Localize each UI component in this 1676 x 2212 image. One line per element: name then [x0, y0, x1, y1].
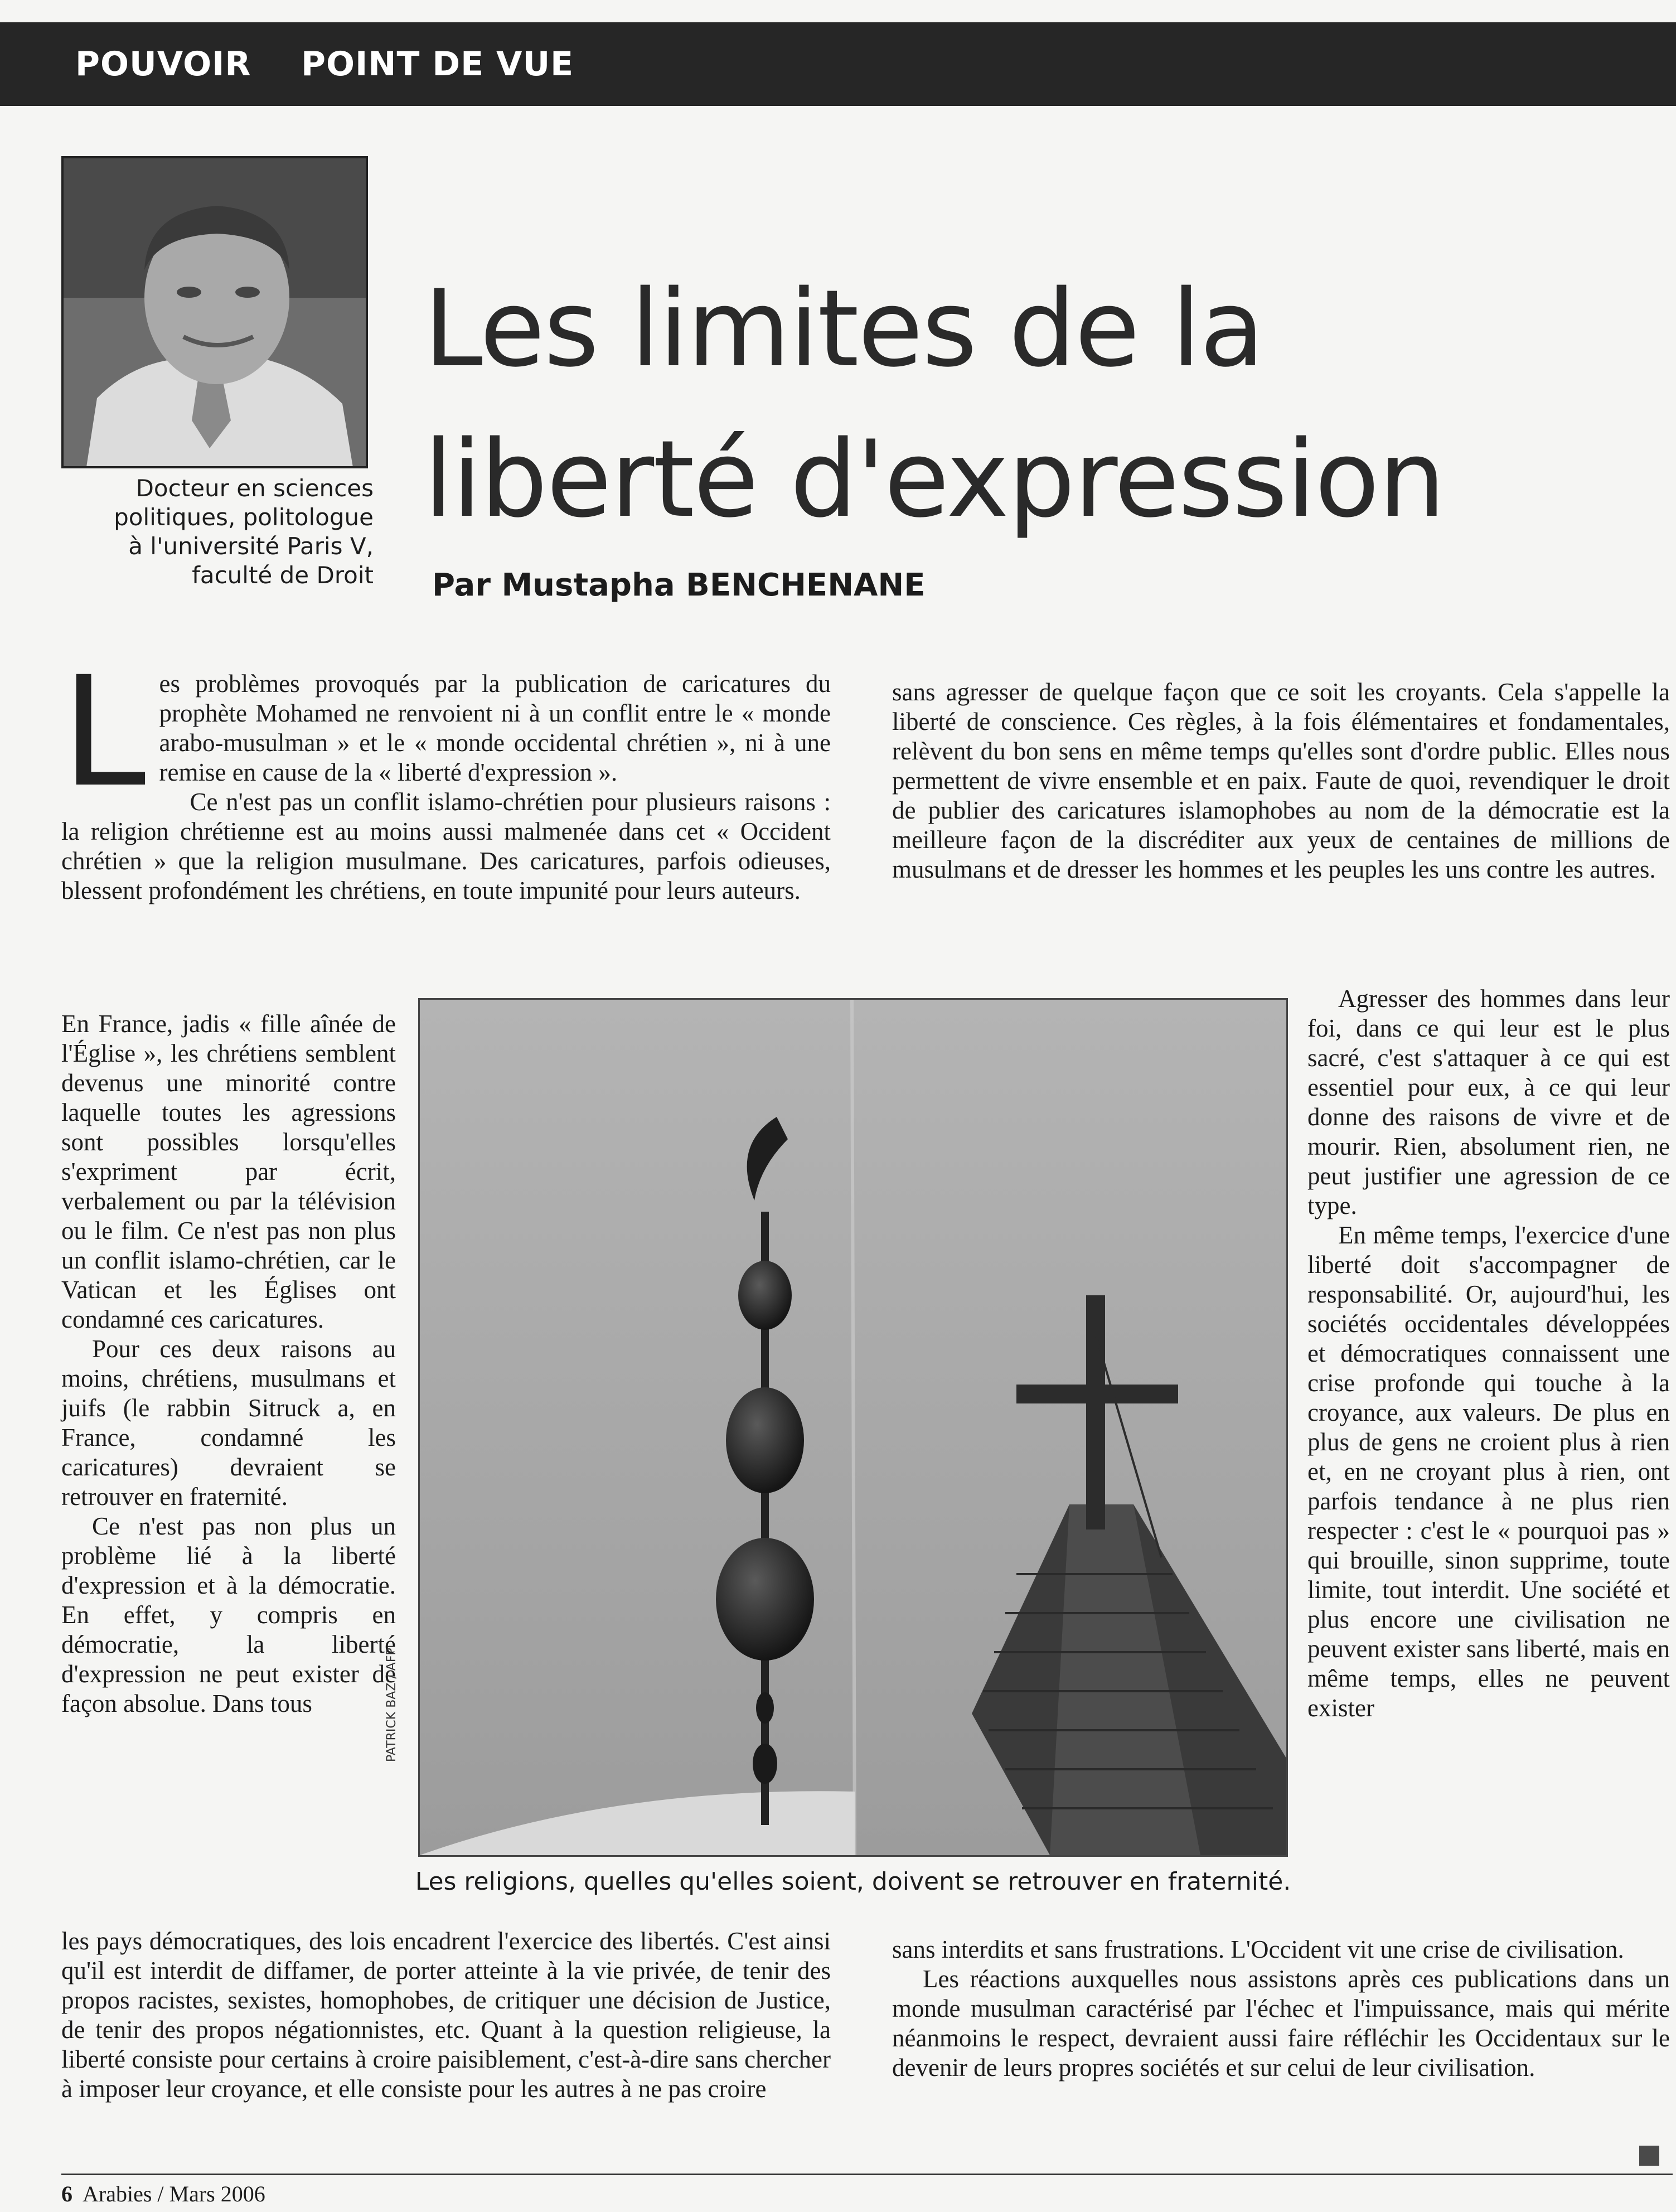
page-number: 6	[61, 2181, 72, 2206]
paragraph: sans interdits et sans frustrations. L'Occident vit une crise de civilisation.	[892, 1935, 1624, 1963]
column-1-narrow	[61, 1009, 396, 1719]
paragraph: En France, jadis « fille aînée de l'Église », les chrétiens semblent devenus une minorité contre laquelle toutes les agressions sont possibles lorsqu'elles s'expriment par écrit, verbalement ou par la télévision ou le film. Ce n'est pas non plus un conflit islamo-chrétien, car le Vatican et les Églises ont condamné ces caricatures.	[61, 1010, 396, 1333]
column-1-bottom	[61, 1927, 831, 2104]
paragraph: Pour ces deux raisons au moins, chrétiens, musulmans et juifs (le rabbin Sitruck a, en France, condamné les caricatures) devraient se retrouver en fraternité.	[61, 1335, 396, 1511]
paragraph: Agresser des hommes dans leur foi, dans ce qui leur est le plus sacré, c'est s'attaquer à ce qui est essentiel pour eux, à ce qui leur donne des raisons de vivre et de mourir. Rien, absolument rien, ne peut justifier une agression de ce type.	[1307, 985, 1670, 1219]
author-caption-line: à l'université Paris V,	[128, 533, 374, 560]
author-caption-line: politiques, politologue	[114, 504, 374, 531]
footer-rule	[61, 2174, 1673, 2175]
drop-cap: L	[61, 645, 146, 821]
article-title-line-2: liberté d'expression	[424, 418, 1445, 541]
section-header-band	[0, 22, 1676, 106]
paragraph: sans agresser de quelque façon que ce soit les croyants. Cela s'appelle la liberté de conscience. Ces règles, à la fois élémentaires et fondamentales, relèvent du bon sens en même temps qu'elles sont d'ordre public. Elles nous permettent de vivre ensemble et en paix. Faute de quoi, revendiquer le droit de publier des caricatures islamophobes au nom de la démocratie est la meilleure façon de la discréditer aux yeux de centaines de millions de musulmans et de dresser les hommes et les peuples les uns contre les autres.	[892, 678, 1670, 883]
page-footer	[61, 2180, 265, 2208]
publication-name: Arabies / Mars 2006	[83, 2181, 265, 2206]
section-label: POUVOIR	[75, 45, 251, 84]
paragraph: Les réactions auxquelles nous assistons après ces publications dans un monde musulman caractérisé par l'échec et l'impuissance, mais qui mérite néanmoins le respect, devraient aussi faire réfléchir les Occidentaux sur le devenir de leurs propres sociétés et sur celui de leur civilisation.	[892, 1965, 1670, 2082]
photo-caption: Les religions, quelles qu'elles soient, doivent se retrouver en fraternité.	[415, 1867, 1291, 1896]
end-of-article-mark	[1639, 2146, 1659, 2166]
paragraph: Ce n'est pas non plus un problème lié à la liberté d'expression et à la démocratie. En effet, y compris en démocratie, la liberté d'expression ne peut exister de façon absolue. Dans tous	[61, 1512, 396, 1717]
photo-credit: PATRICK BAZ / AFP	[385, 1648, 399, 1762]
paragraph: En même temps, l'exercice d'une liberté doit s'accompagner de responsabilité. Or, aujourd'hui, les sociétés occidentales développées et démocratiques connaissent une crise profonde qui touche à la croyance, aux valeurs. De plus en plus de gens ne croient plus à rien et, en ne croyant plus à rien, ont parfois tendance à ne plus rien respecter : c'est le « pourquoi pas » qui brouille, sinon supprime, toute limite, tout interdit. Une société et plus encore une civilisation ne peuvent exister sans liberté, mais en même temps, elles ne peuvent exister	[1307, 1221, 1670, 1722]
column-1-top	[61, 645, 831, 906]
author-caption-line: Docteur en sciences	[135, 475, 374, 502]
column-2-bottom	[892, 1935, 1670, 2083]
author-caption-line: faculté de Droit	[192, 562, 374, 589]
column-2-narrow	[1307, 984, 1670, 1723]
subsection-label: POINT DE VUE	[301, 45, 574, 84]
author-caption	[61, 474, 374, 590]
article-photo	[418, 998, 1288, 1857]
column-2-top	[892, 677, 1670, 884]
article-title-line-1: Les limites de la	[424, 267, 1264, 390]
paragraph: les pays démocratiques, des lois encadrent l'exercice des libertés. C'est ainsi qu'il est interdit de diffamer, de porter atteinte à la vie privée, de tenir des propos racistes, sexistes, homophobes, de critiquer une décision de Justice, de tenir des propos négationnistes, etc. Quant à la question religieuse, la liberté consiste pour certains à croire paisiblement, c'est-à-dire sans chercher à imposer leur croyance, et elle consiste pour les autres à ne pas croire	[61, 1927, 831, 2103]
paragraph: Ce n'est pas un conflit islamo-chrétien pour plusieurs raisons : la religion chrétienne est au moins aussi malmenée dans cet « Occident chrétien » que la religion musulmane. Des caricatures, parfois odieuses, blessent profondément les chrétiens, en toute impunité pour leurs auteurs.	[61, 788, 831, 904]
byline: Par Mustapha BENCHENANE	[432, 567, 926, 603]
paragraph: es problèmes provoqués par la publication de caricatures du prophète Mohamed ne renvoient ni à un conflit entre le « monde arabo-musulman » et le « monde occidental chrétien », ni à une remise en cause de la « liberté d'expression ».	[159, 670, 831, 786]
author-portrait	[61, 156, 368, 468]
